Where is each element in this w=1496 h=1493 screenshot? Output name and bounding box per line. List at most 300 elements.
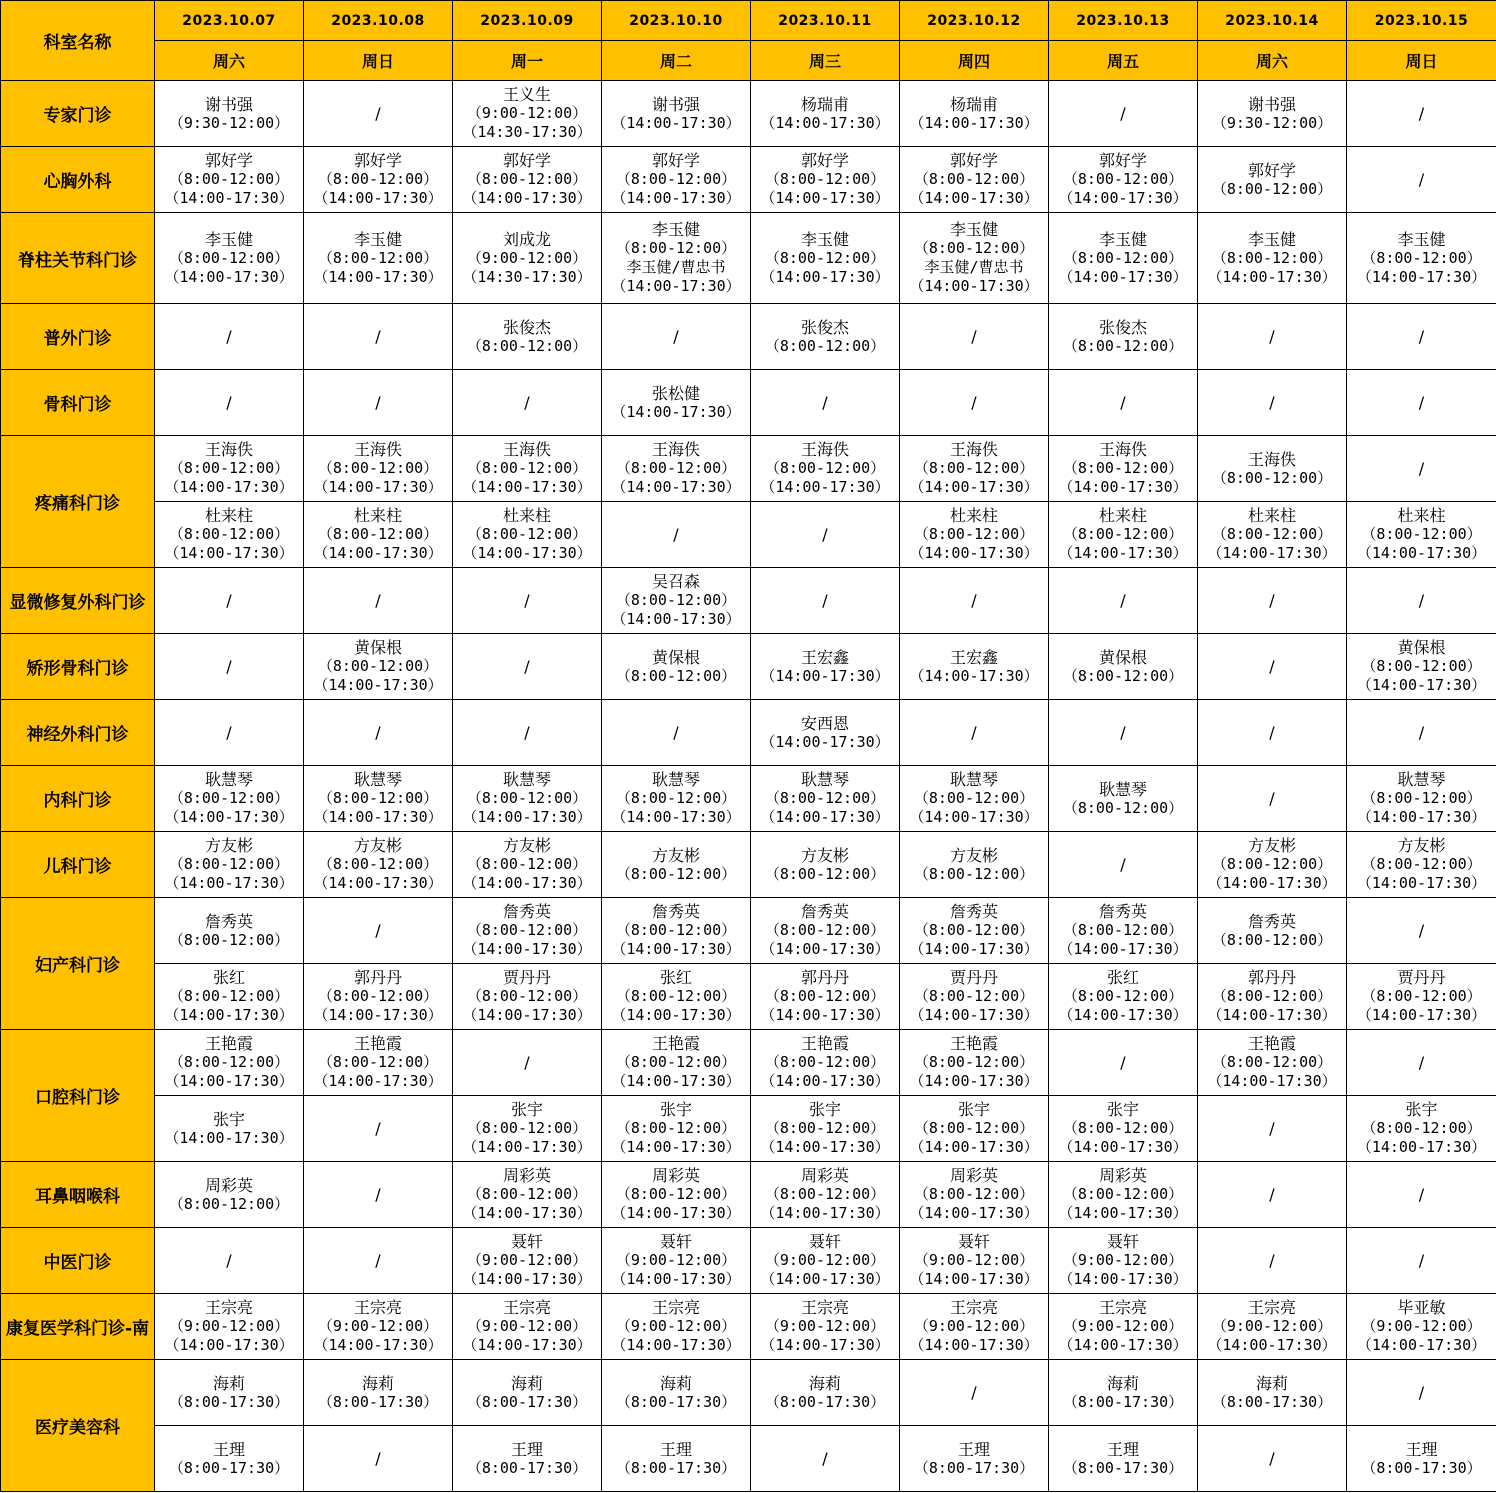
doctor-name: / — [1418, 104, 1425, 123]
cell-line: （14:00-17:30） — [909, 940, 1039, 958]
cell-line: （14:00-17:30） — [313, 544, 443, 562]
schedule-cell — [155, 898, 304, 964]
doctor-name: / — [375, 723, 381, 742]
doctor-name: / — [375, 921, 381, 940]
department-name: 康复医学科门诊-南 — [1, 1294, 155, 1360]
cell-line: （8:00-12:00） — [764, 248, 886, 267]
schedule-cell — [1049, 832, 1198, 898]
schedule-cell — [602, 1228, 751, 1294]
schedule-cell — [602, 436, 751, 502]
cell-line: （8:00-17:30） — [615, 1458, 737, 1477]
cell-line: （14:00-17:30） — [462, 1204, 592, 1222]
schedule-cell — [1049, 1030, 1198, 1096]
schedule-cell — [1347, 568, 1496, 634]
cell-line: （14:00-17:30） — [1058, 1270, 1188, 1288]
schedule-cell — [751, 370, 900, 436]
schedule-cell — [304, 634, 453, 700]
schedule-cell — [751, 304, 900, 370]
cell-line: （14:00-17:30） — [462, 1270, 592, 1288]
cell-line: （14:00-17:30） — [909, 1204, 1039, 1222]
date-header: 2023.10.09 — [453, 1, 602, 41]
schedule-cell — [751, 766, 900, 832]
schedule-cell — [453, 832, 602, 898]
schedule-cell — [304, 1096, 453, 1162]
doctor-name: / — [1269, 1251, 1275, 1270]
doctor-name: 詹秀英 — [1247, 911, 1296, 931]
schedule-cell — [304, 213, 453, 304]
cell-line: （14:00-17:30） — [760, 1204, 890, 1222]
cell-line: （8:00-12:00） — [764, 987, 886, 1005]
doctor-name: 杜来柱 — [204, 506, 253, 525]
schedule-row — [1, 304, 1496, 370]
cell-line: （8:00-12:00） — [764, 921, 886, 939]
schedule-cell — [751, 898, 900, 964]
schedule-cell — [1198, 766, 1347, 832]
schedule-cell — [1198, 1096, 1347, 1162]
doctor-name: 海莉 — [1106, 1373, 1139, 1393]
schedule-cell — [602, 370, 751, 436]
doctor-name: 王海佚 — [800, 440, 849, 459]
cell-line: （14:00-17:30） — [1356, 676, 1487, 694]
cell-line: （8:00-12:00） — [764, 459, 886, 477]
schedule-cell — [1198, 634, 1347, 700]
cell-line: （14:00-17:30） — [313, 808, 443, 826]
schedule-cell — [155, 964, 304, 1030]
cell-line: （9:00-12:00） — [615, 1251, 737, 1269]
schedule-cell — [155, 766, 304, 832]
schedule-cell — [900, 634, 1049, 700]
doctor-name: 刘成龙 — [502, 229, 551, 249]
doctor-name: / — [524, 1053, 530, 1072]
department-name: 脊柱关节科门诊 — [1, 213, 155, 304]
cell-line: （14:00-17:30） — [1356, 1006, 1487, 1024]
dept-column-header: 科室名称 — [1, 1, 155, 81]
schedule-cell — [751, 1426, 900, 1492]
cell-line: （14:00-17:30） — [462, 544, 592, 562]
cell-line: （14:00-17:30） — [611, 478, 741, 496]
doctor-name: 方友彬 — [651, 845, 700, 865]
doctor-name: / — [1269, 327, 1275, 346]
department-name: 显微修复外科门诊 — [1, 568, 155, 634]
cell-line: （14:00-17:30） — [462, 940, 592, 958]
cell-line: （14:00-17:30） — [1058, 1006, 1188, 1024]
schedule-cell — [155, 1228, 304, 1294]
schedule-cell — [1198, 81, 1347, 147]
cell-line: （8:00-12:00） — [913, 170, 1035, 188]
cell-line: （8:00-12:00） — [168, 855, 290, 873]
cell-line: （8:00-12:00） — [913, 864, 1035, 883]
schedule-cell — [602, 1294, 751, 1360]
doctor-name: 贾丹丹 — [1397, 968, 1446, 987]
department-name: 骨科门诊 — [1, 370, 155, 436]
cell-line: （8:00-12:00） — [764, 336, 886, 355]
doctor-name: 耿慧琴 — [800, 770, 849, 789]
schedule-cell — [1198, 213, 1347, 304]
cell-line: （8:00-12:00） — [168, 170, 290, 188]
cell-line: （8:00-12:00） — [317, 657, 439, 675]
doctor-name: / — [375, 393, 381, 412]
schedule-row — [1, 81, 1496, 147]
schedule-row — [1, 1030, 1496, 1096]
schedule-row — [1, 1426, 1496, 1492]
doctor-name: / — [822, 1449, 828, 1468]
schedule-cell — [751, 213, 900, 304]
cell-line: （14:00-17:30） — [1356, 1138, 1487, 1156]
schedule-cell — [1347, 832, 1496, 898]
doctor-name: 郭好学 — [502, 151, 551, 170]
schedule-cell — [1347, 1360, 1496, 1426]
cell-line: （8:00-12:00） — [913, 921, 1035, 939]
cell-line: （8:00-12:00） — [615, 170, 737, 188]
doctor-name: 杜来柱 — [1098, 506, 1147, 525]
schedule-cell — [1049, 1426, 1198, 1492]
doctor-name: 耿慧琴 — [502, 770, 551, 789]
cell-line: （8:00-12:00） — [317, 525, 439, 543]
weekday-header: 周一 — [453, 41, 602, 81]
cell-line: （14:00-17:30） — [1207, 874, 1337, 892]
cell-line: （8:00-12:00） — [317, 1053, 439, 1071]
cell-line: （9:00-12:00） — [1062, 1317, 1184, 1335]
cell-line: （14:30-17:30） — [462, 267, 592, 286]
doctor-name: 李玉健 — [353, 229, 402, 249]
cell-line: （14:00-17:30） — [313, 478, 443, 496]
cell-line: （8:00-12:00） — [466, 1119, 588, 1137]
cell-line: （8:00-12:00） — [1062, 248, 1184, 267]
cell-line: （8:00-12:00） — [1361, 1119, 1482, 1137]
schedule-cell — [900, 1030, 1049, 1096]
doctor-name: 张宇 — [212, 1109, 245, 1129]
doctor-name: 王海佚 — [1247, 449, 1296, 469]
schedule-cell — [602, 1162, 751, 1228]
cell-line: （8:00-17:30） — [913, 1458, 1035, 1477]
schedule-cell — [304, 502, 453, 568]
schedule-cell — [1049, 436, 1198, 502]
schedule-cell — [1049, 81, 1198, 147]
schedule-cell — [1347, 1294, 1496, 1360]
schedule-cell — [304, 766, 453, 832]
schedule-cell — [1347, 81, 1496, 147]
doctor-name: / — [1418, 1251, 1425, 1270]
doctor-name: 张红 — [212, 968, 245, 987]
cell-line: （8:00-12:00） — [615, 459, 737, 477]
schedule-cell — [304, 1030, 453, 1096]
doctor-name: / — [1269, 657, 1275, 676]
cell-line: （14:00-17:30） — [760, 666, 890, 685]
doctor-name: 聂轩 — [957, 1232, 990, 1251]
schedule-cell — [1049, 568, 1198, 634]
cell-line: （8:00-12:00） — [466, 1185, 588, 1203]
doctor-name: 王海佚 — [651, 440, 700, 459]
doctor-name: / — [226, 1251, 232, 1270]
cell-line: （9:30-12:00） — [1211, 113, 1333, 132]
doctor-name: / — [1418, 1053, 1425, 1072]
cell-line: （14:00-17:30） — [1058, 267, 1188, 286]
doctor-name: 谢书强 — [204, 94, 253, 114]
doctor-name: / — [1269, 789, 1275, 808]
doctor-name: 谢书强 — [651, 94, 700, 114]
cell-line: （9:30-12:00） — [168, 113, 290, 132]
schedule-cell — [304, 1426, 453, 1492]
schedule-cell — [304, 898, 453, 964]
cell-line: （8:00-17:30） — [466, 1392, 588, 1411]
schedule-cell — [155, 1426, 304, 1492]
schedule-cell — [1347, 898, 1496, 964]
cell-line: 李玉健/曹忠书 — [924, 258, 1024, 276]
doctor-name: 杜来柱 — [1247, 506, 1296, 525]
schedule-cell — [1198, 502, 1347, 568]
schedule-cell — [900, 304, 1049, 370]
doctor-name: / — [971, 723, 977, 742]
weekday-header: 周四 — [900, 41, 1049, 81]
cell-line: （8:00-12:00） — [1211, 248, 1333, 267]
schedule-cell — [900, 766, 1049, 832]
schedule-cell — [602, 1360, 751, 1426]
cell-line: （14:00-17:30） — [909, 189, 1039, 207]
cell-line: （8:00-12:00） — [913, 1053, 1035, 1071]
schedule-cell — [453, 1096, 602, 1162]
schedule-cell — [602, 568, 751, 634]
doctor-name: 李玉健 — [1098, 229, 1147, 249]
cell-line: （14:00-17:30） — [313, 874, 443, 892]
schedule-cell — [1198, 832, 1347, 898]
doctor-name: 杨瑞甫 — [800, 94, 849, 114]
schedule-cell — [1347, 370, 1496, 436]
doctor-name: 黄保根 — [1098, 647, 1147, 667]
doctor-name: 张宇 — [510, 1100, 543, 1119]
cell-line: （8:00-17:30） — [317, 1392, 439, 1411]
doctor-name: / — [524, 393, 530, 412]
doctor-name: 王艳霞 — [651, 1034, 700, 1053]
schedule-cell — [1198, 304, 1347, 370]
cell-line: （8:00-12:00） — [317, 987, 439, 1005]
schedule-cell — [453, 304, 602, 370]
cell-line: （14:00-17:30） — [909, 478, 1039, 496]
schedule-cell — [453, 147, 602, 213]
cell-line: （8:00-12:00） — [317, 170, 439, 188]
schedule-cell — [453, 898, 602, 964]
cell-line: （8:00-12:00） — [913, 459, 1035, 477]
cell-line: （8:00-17:30） — [1211, 1392, 1333, 1411]
schedule-cell — [751, 1360, 900, 1426]
schedule-cell — [155, 304, 304, 370]
schedule-cell — [1049, 502, 1198, 568]
cell-line: （8:00-12:00） — [1211, 987, 1333, 1005]
schedule-cell — [900, 81, 1049, 147]
cell-line: （14:00-17:30） — [1207, 267, 1337, 286]
cell-line: （8:00-12:00） — [317, 855, 439, 873]
schedule-cell — [751, 1294, 900, 1360]
cell-line: （14:00-17:30） — [313, 189, 443, 207]
schedule-cell — [751, 1030, 900, 1096]
doctor-name: / — [375, 1251, 381, 1270]
cell-line: （8:00-12:00） — [317, 459, 439, 477]
cell-line: （14:00-17:30） — [164, 1072, 294, 1090]
doctor-name: 张宇 — [808, 1100, 841, 1119]
doctor-name: 海莉 — [1255, 1373, 1288, 1393]
cell-line: （8:00-12:00） — [615, 1185, 737, 1203]
weekday-header: 周六 — [1198, 41, 1347, 81]
doctor-name: / — [375, 1449, 381, 1468]
schedule-cell — [1049, 700, 1198, 766]
doctor-name: 聂轩 — [1106, 1232, 1139, 1251]
doctor-name: / — [1269, 1119, 1275, 1138]
schedule-cell — [751, 502, 900, 568]
cell-line: （8:00-12:00） — [615, 1119, 737, 1137]
schedule-cell — [900, 832, 1049, 898]
weekday-header: 周六 — [155, 41, 304, 81]
doctor-name: / — [375, 1119, 381, 1138]
doctor-name: / — [673, 327, 679, 346]
cell-line: （8:00-12:00） — [913, 239, 1035, 257]
schedule-cell — [1347, 1162, 1496, 1228]
doctor-name: 方友彬 — [1247, 836, 1296, 855]
cell-line: （8:00-12:00） — [1211, 1053, 1333, 1071]
department-name: 心胸外科 — [1, 147, 155, 213]
schedule-cell — [1198, 147, 1347, 213]
schedule-cell — [1347, 634, 1496, 700]
doctor-name: 张松健 — [651, 383, 700, 403]
department-name: 耳鼻咽喉科 — [1, 1162, 155, 1228]
doctor-name: 张俊杰 — [800, 317, 849, 337]
schedule-cell — [1198, 568, 1347, 634]
cell-line: （14:00-17:30） — [1058, 544, 1188, 562]
schedule-cell — [155, 1162, 304, 1228]
schedule-cell — [1198, 1228, 1347, 1294]
cell-line: （9:00-12:00） — [466, 248, 588, 267]
doctor-name: 贾丹丹 — [502, 968, 551, 987]
schedule-cell — [602, 964, 751, 1030]
header-row-weekdays — [1, 41, 1496, 81]
doctor-name: 耿慧琴 — [1397, 770, 1446, 789]
doctor-name: 詹秀英 — [800, 902, 849, 921]
doctor-name: 王海佚 — [204, 440, 253, 459]
cell-line: （14:00-17:30） — [1356, 544, 1487, 562]
weekday-header: 周日 — [1347, 41, 1496, 81]
cell-line: （8:00-12:00） — [764, 1119, 886, 1137]
schedule-cell — [900, 213, 1049, 304]
cell-line: （8:00-12:00） — [615, 1053, 737, 1071]
schedule-cell — [900, 1426, 1049, 1492]
department-name: 专家门诊 — [1, 81, 155, 147]
doctor-name: 王海佚 — [1098, 440, 1147, 459]
doctor-name: / — [1418, 459, 1425, 478]
cell-line: （14:00-17:30） — [164, 544, 294, 562]
schedule-cell — [602, 1426, 751, 1492]
doctor-name: 周彩英 — [651, 1166, 700, 1185]
schedule-cell — [453, 1228, 602, 1294]
schedule-cell — [155, 1360, 304, 1426]
cell-line: （14:00-17:30） — [1356, 874, 1487, 892]
schedule-cell — [900, 1360, 1049, 1426]
doctor-name: 杨瑞甫 — [949, 94, 998, 114]
doctor-name: 黄保根 — [651, 647, 700, 667]
doctor-name: 詹秀英 — [502, 902, 551, 921]
schedule-cell — [751, 1162, 900, 1228]
schedule-cell — [304, 370, 453, 436]
cell-line: （8:00-12:00） — [913, 1119, 1035, 1137]
cell-line: （8:00-12:00） — [764, 1053, 886, 1071]
cell-line: （8:00-12:00） — [466, 336, 588, 355]
date-header: 2023.10.15 — [1347, 1, 1496, 41]
doctor-name: / — [226, 591, 232, 610]
schedule-cell — [900, 436, 1049, 502]
schedule-cell — [1198, 700, 1347, 766]
cell-line: （14:00-17:30） — [760, 478, 890, 496]
doctor-name: 周彩英 — [204, 1175, 253, 1195]
cell-line: （14:00-17:30） — [462, 478, 592, 496]
schedule-cell — [751, 436, 900, 502]
schedule-cell — [900, 1096, 1049, 1162]
department-name: 普外门诊 — [1, 304, 155, 370]
cell-line: （14:00-17:30） — [313, 1336, 443, 1354]
cell-line: （14:00-17:30） — [1356, 1336, 1487, 1354]
cell-line: （9:00-12:00） — [168, 1317, 290, 1335]
cell-line: （8:00-12:00） — [317, 789, 439, 807]
schedule-cell — [1049, 964, 1198, 1030]
doctor-name: / — [226, 393, 232, 412]
doctor-name: / — [1120, 723, 1126, 742]
department-name: 口腔科门诊 — [1, 1030, 155, 1162]
doctor-name: 王海佚 — [502, 440, 551, 459]
date-header: 2023.10.11 — [751, 1, 900, 41]
cell-line: （14:00-17:30） — [909, 808, 1039, 826]
doctor-name: 张红 — [659, 968, 692, 987]
doctor-name: 贾丹丹 — [949, 968, 998, 987]
cell-line: （14:00-17:30） — [462, 1138, 592, 1156]
cell-line: （8:00-12:00） — [168, 789, 290, 807]
schedule-cell — [1347, 700, 1496, 766]
cell-line: （8:00-12:00） — [1211, 525, 1333, 543]
schedule-cell — [304, 1228, 453, 1294]
doctor-name: / — [971, 1383, 977, 1402]
doctor-name: / — [673, 723, 679, 742]
schedule-row — [1, 832, 1496, 898]
cell-line: （14:00-17:30） — [462, 1336, 592, 1354]
cell-line: （8:00-12:00） — [1062, 1185, 1184, 1203]
weekday-header: 周二 — [602, 41, 751, 81]
doctor-name: 海莉 — [361, 1373, 394, 1393]
schedule-row — [1, 502, 1496, 568]
doctor-name: / — [1418, 921, 1425, 940]
schedule-cell — [602, 213, 751, 304]
cell-line: （8:00-12:00） — [466, 987, 588, 1005]
cell-line: （9:00-12:00） — [1062, 1251, 1184, 1269]
schedule-cell — [900, 147, 1049, 213]
schedule-cell — [900, 568, 1049, 634]
cell-line: （14:00-17:30） — [909, 1270, 1039, 1288]
cell-line: （8:00-12:00） — [615, 239, 737, 257]
schedule-row — [1, 964, 1496, 1030]
schedule-cell — [155, 1294, 304, 1360]
schedule-cell — [453, 964, 602, 1030]
schedule-cell — [304, 700, 453, 766]
cell-line: （8:00-12:00） — [615, 864, 737, 883]
schedule-cell — [1049, 766, 1198, 832]
doctor-name: 王海佚 — [353, 440, 402, 459]
doctor-name: 方友彬 — [502, 836, 551, 855]
schedule-row — [1, 213, 1496, 304]
doctor-name: 海莉 — [510, 1373, 543, 1393]
cell-line: （9:00-12:00） — [466, 1317, 588, 1335]
doctor-name: 王理 — [659, 1439, 692, 1459]
schedule-cell — [1347, 1228, 1496, 1294]
cell-line: （14:00-17:30） — [1207, 1336, 1337, 1354]
schedule-cell — [453, 634, 602, 700]
department-name: 医疗美容科 — [1, 1360, 155, 1492]
doctor-name: 张俊杰 — [1098, 317, 1147, 337]
cell-line: （14:00-17:30） — [611, 1072, 741, 1090]
cell-line: （8:00-12:00） — [1361, 789, 1482, 807]
